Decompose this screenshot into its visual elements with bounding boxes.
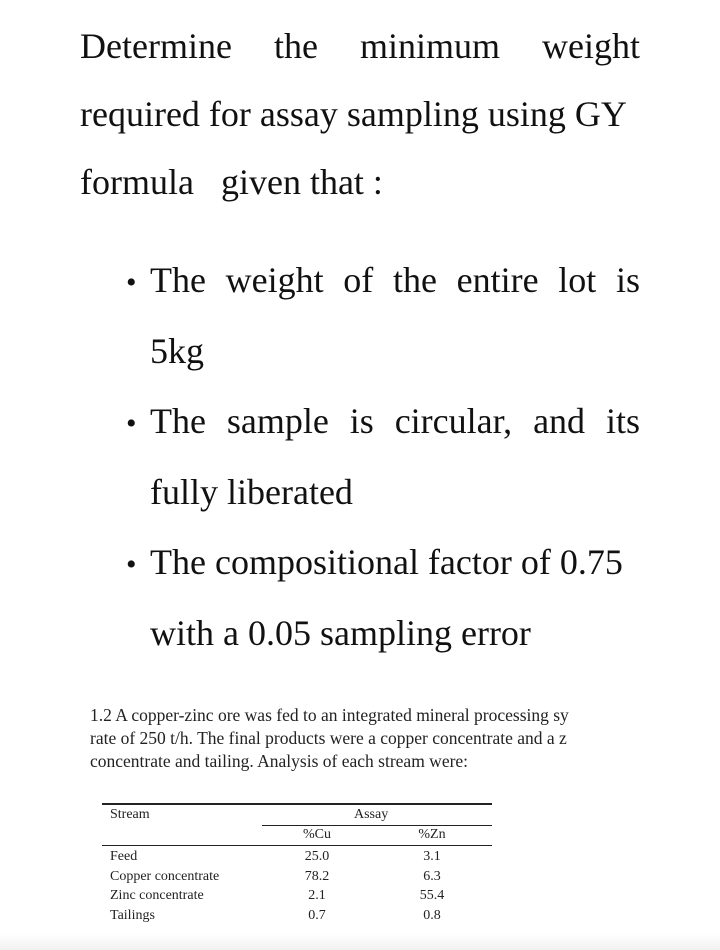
table-row-zn: 55.4 [419,888,445,903]
table-row-stream: Feed [110,849,138,864]
question-text [80,12,640,216]
condition-word: sample [226,401,329,441]
condition-item [126,387,640,526]
page-bottom-edge [0,934,720,950]
problem-line-3: concentrate and tailing. Analysis of each stream were: [90,751,469,771]
condition-word: lot [558,260,597,300]
question-line-1 [80,12,640,80]
question-word: weight [541,26,640,66]
table-row-zn: 6.3 [423,868,441,884]
condition-continuation: with a 0.05 sampling error [150,613,531,653]
condition-word: and [533,401,586,441]
condition-word: is [615,260,640,300]
question-word: Determine [80,26,232,66]
table-row-cu: 78.2 [304,868,330,884]
condition-continuation: fully liberated [150,472,353,512]
condition-word: weight [225,260,324,300]
bullet-icon: • [126,266,137,299]
condition-word: entire [456,260,539,300]
condition-first-line [126,387,640,458]
problem-line-1: 1.2 A copper-zinc ore was fed to an integrated mineral processing sy [90,705,569,725]
condition-continuation: 5kg [150,331,204,371]
question-line-3: formula given that : [80,162,383,202]
header-stream: Stream [110,807,150,822]
condition-word: of [343,260,374,300]
condition-word: is [349,401,374,441]
condition-first-line [126,246,640,317]
header-assay: Assay [354,807,389,822]
condition-word: the [392,260,437,300]
condition-word: The [150,260,206,300]
table-top-rule [102,803,492,805]
condition-text [150,387,640,455]
header-cu: %Cu [303,827,331,842]
header-zn: %Zn [418,827,446,842]
condition-word: The [150,401,206,441]
table-row-stream: Zinc concentrate [110,888,204,903]
given-conditions-list [126,246,640,669]
condition-item [126,246,640,385]
condition-word: The compositional factor of 0.75 [150,542,623,582]
table-row-stream: Tailings [110,907,155,923]
problem-statement [90,704,650,773]
bullet-icon: • [126,407,137,440]
table-row-stream: Copper concentrate [110,868,220,884]
question-word: the [273,26,318,66]
condition-word: circular, [394,401,513,441]
condition-item [126,528,640,667]
question-line-2: required for assay sampling using GY [80,94,627,134]
table-row-cu: 0.7 [308,907,326,923]
header-bottom-rule [102,845,492,846]
table-row-zn: 0.8 [423,907,441,923]
table-row-zn: 3.1 [423,849,441,864]
question-word: minimum [359,26,500,66]
condition-first-line [126,528,640,599]
bullet-icon: • [126,548,137,581]
condition-word: its [605,401,640,441]
condition-text [150,246,640,314]
assay-table [102,803,492,923]
condition-text [150,528,640,596]
problem-line-2: rate of 250 t/h. The final products were a copper concentrate and a z [90,728,567,748]
table-row-cu: 25.0 [304,849,330,864]
table-row-cu: 2.1 [308,888,326,903]
